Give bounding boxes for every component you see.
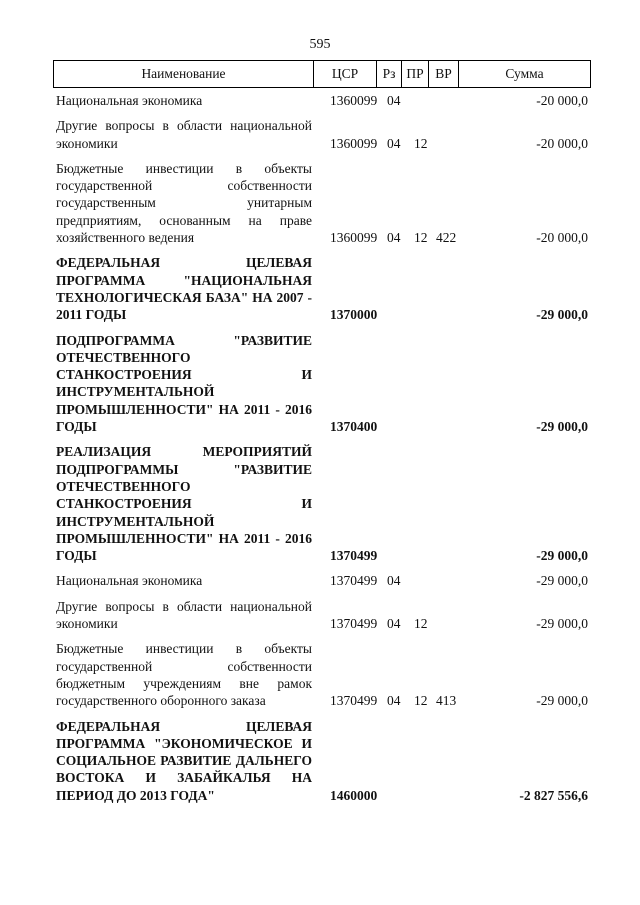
- column-header-name: Наименование: [141, 66, 226, 81]
- cell-rz: 04: [387, 135, 401, 151]
- cell-sum: -29 000,0: [536, 419, 588, 435]
- cell-pr: 12: [414, 230, 428, 246]
- cell-name: ФЕДЕРАЛЬНАЯ ЦЕЛЕВАЯ ПРОГРАММА "ЭКОНОМИЧЕСКОЕ И СОЦИАЛЬНОЕ РАЗВИТИЕ ДАЛЬНЕГО ВОСТОКА И ЗАБАЙКАЛЬЯ НА ПЕРИОД ДО 2013 ГОДА": [56, 718, 312, 803]
- cell-pr: 12: [414, 135, 428, 151]
- column-header-pr: ПР: [401, 61, 428, 87]
- cell-pr: 12: [414, 693, 428, 709]
- cell-name: Национальная экономика: [56, 93, 203, 108]
- table-row: [56, 572, 591, 589]
- cell-sum: -20 000,0: [536, 230, 588, 246]
- table-row: [56, 160, 591, 246]
- cell-sum: -29 000,0: [536, 693, 588, 709]
- column-header-vr: ВР: [428, 61, 458, 87]
- cell-sum: -29 000,0: [536, 573, 588, 589]
- cell-rz: 04: [387, 616, 401, 632]
- cell-pr: 12: [414, 616, 428, 632]
- table-row: [56, 598, 591, 633]
- table-row: [56, 718, 591, 804]
- cell-sum: -29 000,0: [536, 307, 588, 323]
- cell-name: Бюджетные инвестиции в объекты государственной собственности бюджетным учреждениям вне рамок государственного оборонного заказа: [56, 641, 312, 709]
- cell-csr: 1460000: [330, 787, 378, 803]
- cell-sum: -20 000,0: [536, 93, 588, 108]
- cell-sum: -29 000,0: [536, 616, 588, 632]
- cell-rz: 04: [387, 230, 401, 246]
- cell-vr: 422: [436, 230, 457, 246]
- cell-rz: 04: [387, 93, 401, 108]
- cell-csr: 1360099: [330, 230, 378, 246]
- page-number: 595: [309, 37, 331, 52]
- table-row: [56, 443, 591, 564]
- cell-csr: 1370000: [330, 307, 378, 323]
- cell-name: ФЕДЕРАЛЬНАЯ ЦЕЛЕВАЯ ПРОГРАММА "НАЦИОНАЛЬНАЯ ТЕХНОЛОГИЧЕСКАЯ БАЗА" НА 2007 - 2011 ГОДЫ: [56, 255, 312, 323]
- cell-sum: -29 000,0: [536, 548, 588, 564]
- column-header-sum: Сумма: [458, 61, 590, 87]
- cell-csr: 1370499: [330, 616, 378, 632]
- table-row: [56, 92, 591, 109]
- table-row: [56, 332, 591, 436]
- cell-name: ПОДПРОГРАММА "РАЗВИТИЕ ОТЕЧЕСТВЕННОГО СТАНКОСТРОЕНИЯ И ИНСТРУМЕНТАЛЬНОЙ ПРОМЫШЛЕННОСТИ" НА 2011 - 2016 ГОДЫ: [56, 332, 312, 435]
- cell-csr: 1360099: [330, 93, 378, 108]
- cell-name: Другие вопросы в области национальной экономики: [56, 598, 312, 632]
- cell-name: Бюджетные инвестиции в объекты государственной собственности государственным унитарным предприятиям, основанным на праве хозяйственного ведения: [56, 160, 312, 246]
- cell-rz: 04: [387, 573, 401, 589]
- column-header-rz: Рз: [376, 61, 401, 87]
- table-row: [56, 254, 591, 323]
- cell-sum: -2 827 556,6: [519, 787, 588, 803]
- cell-csr: 1370499: [330, 573, 378, 589]
- cell-rz: 04: [387, 693, 401, 709]
- cell-csr: 1360099: [330, 135, 378, 151]
- column-header-csr: ЦСР: [313, 61, 376, 87]
- cell-csr: 1370400: [330, 419, 378, 435]
- cell-name: Другие вопросы в области национальной экономики: [56, 118, 312, 151]
- table-header: [53, 60, 591, 88]
- cell-csr: 1370499: [330, 693, 378, 709]
- cell-name: РЕАЛИЗАЦИЯ МЕРОПРИЯТИЙ ПОДПРОГРАММЫ "РАЗВИТИЕ ОТЕЧЕСТВЕННОГО СТАНКОСТРОЕНИЯ И ИНСТРУМЕНТАЛЬНОЙ ПРОМЫШЛЕННОСТИ" НА 2011 - 2016 ГОДЫ: [56, 444, 312, 564]
- table-body: [56, 92, 591, 812]
- cell-name: Национальная экономика: [56, 573, 203, 589]
- cell-csr: 1370499: [330, 548, 378, 564]
- cell-sum: -20 000,0: [536, 135, 588, 151]
- table-row: [56, 640, 591, 709]
- cell-vr: 413: [436, 693, 457, 709]
- table-row: [56, 117, 591, 152]
